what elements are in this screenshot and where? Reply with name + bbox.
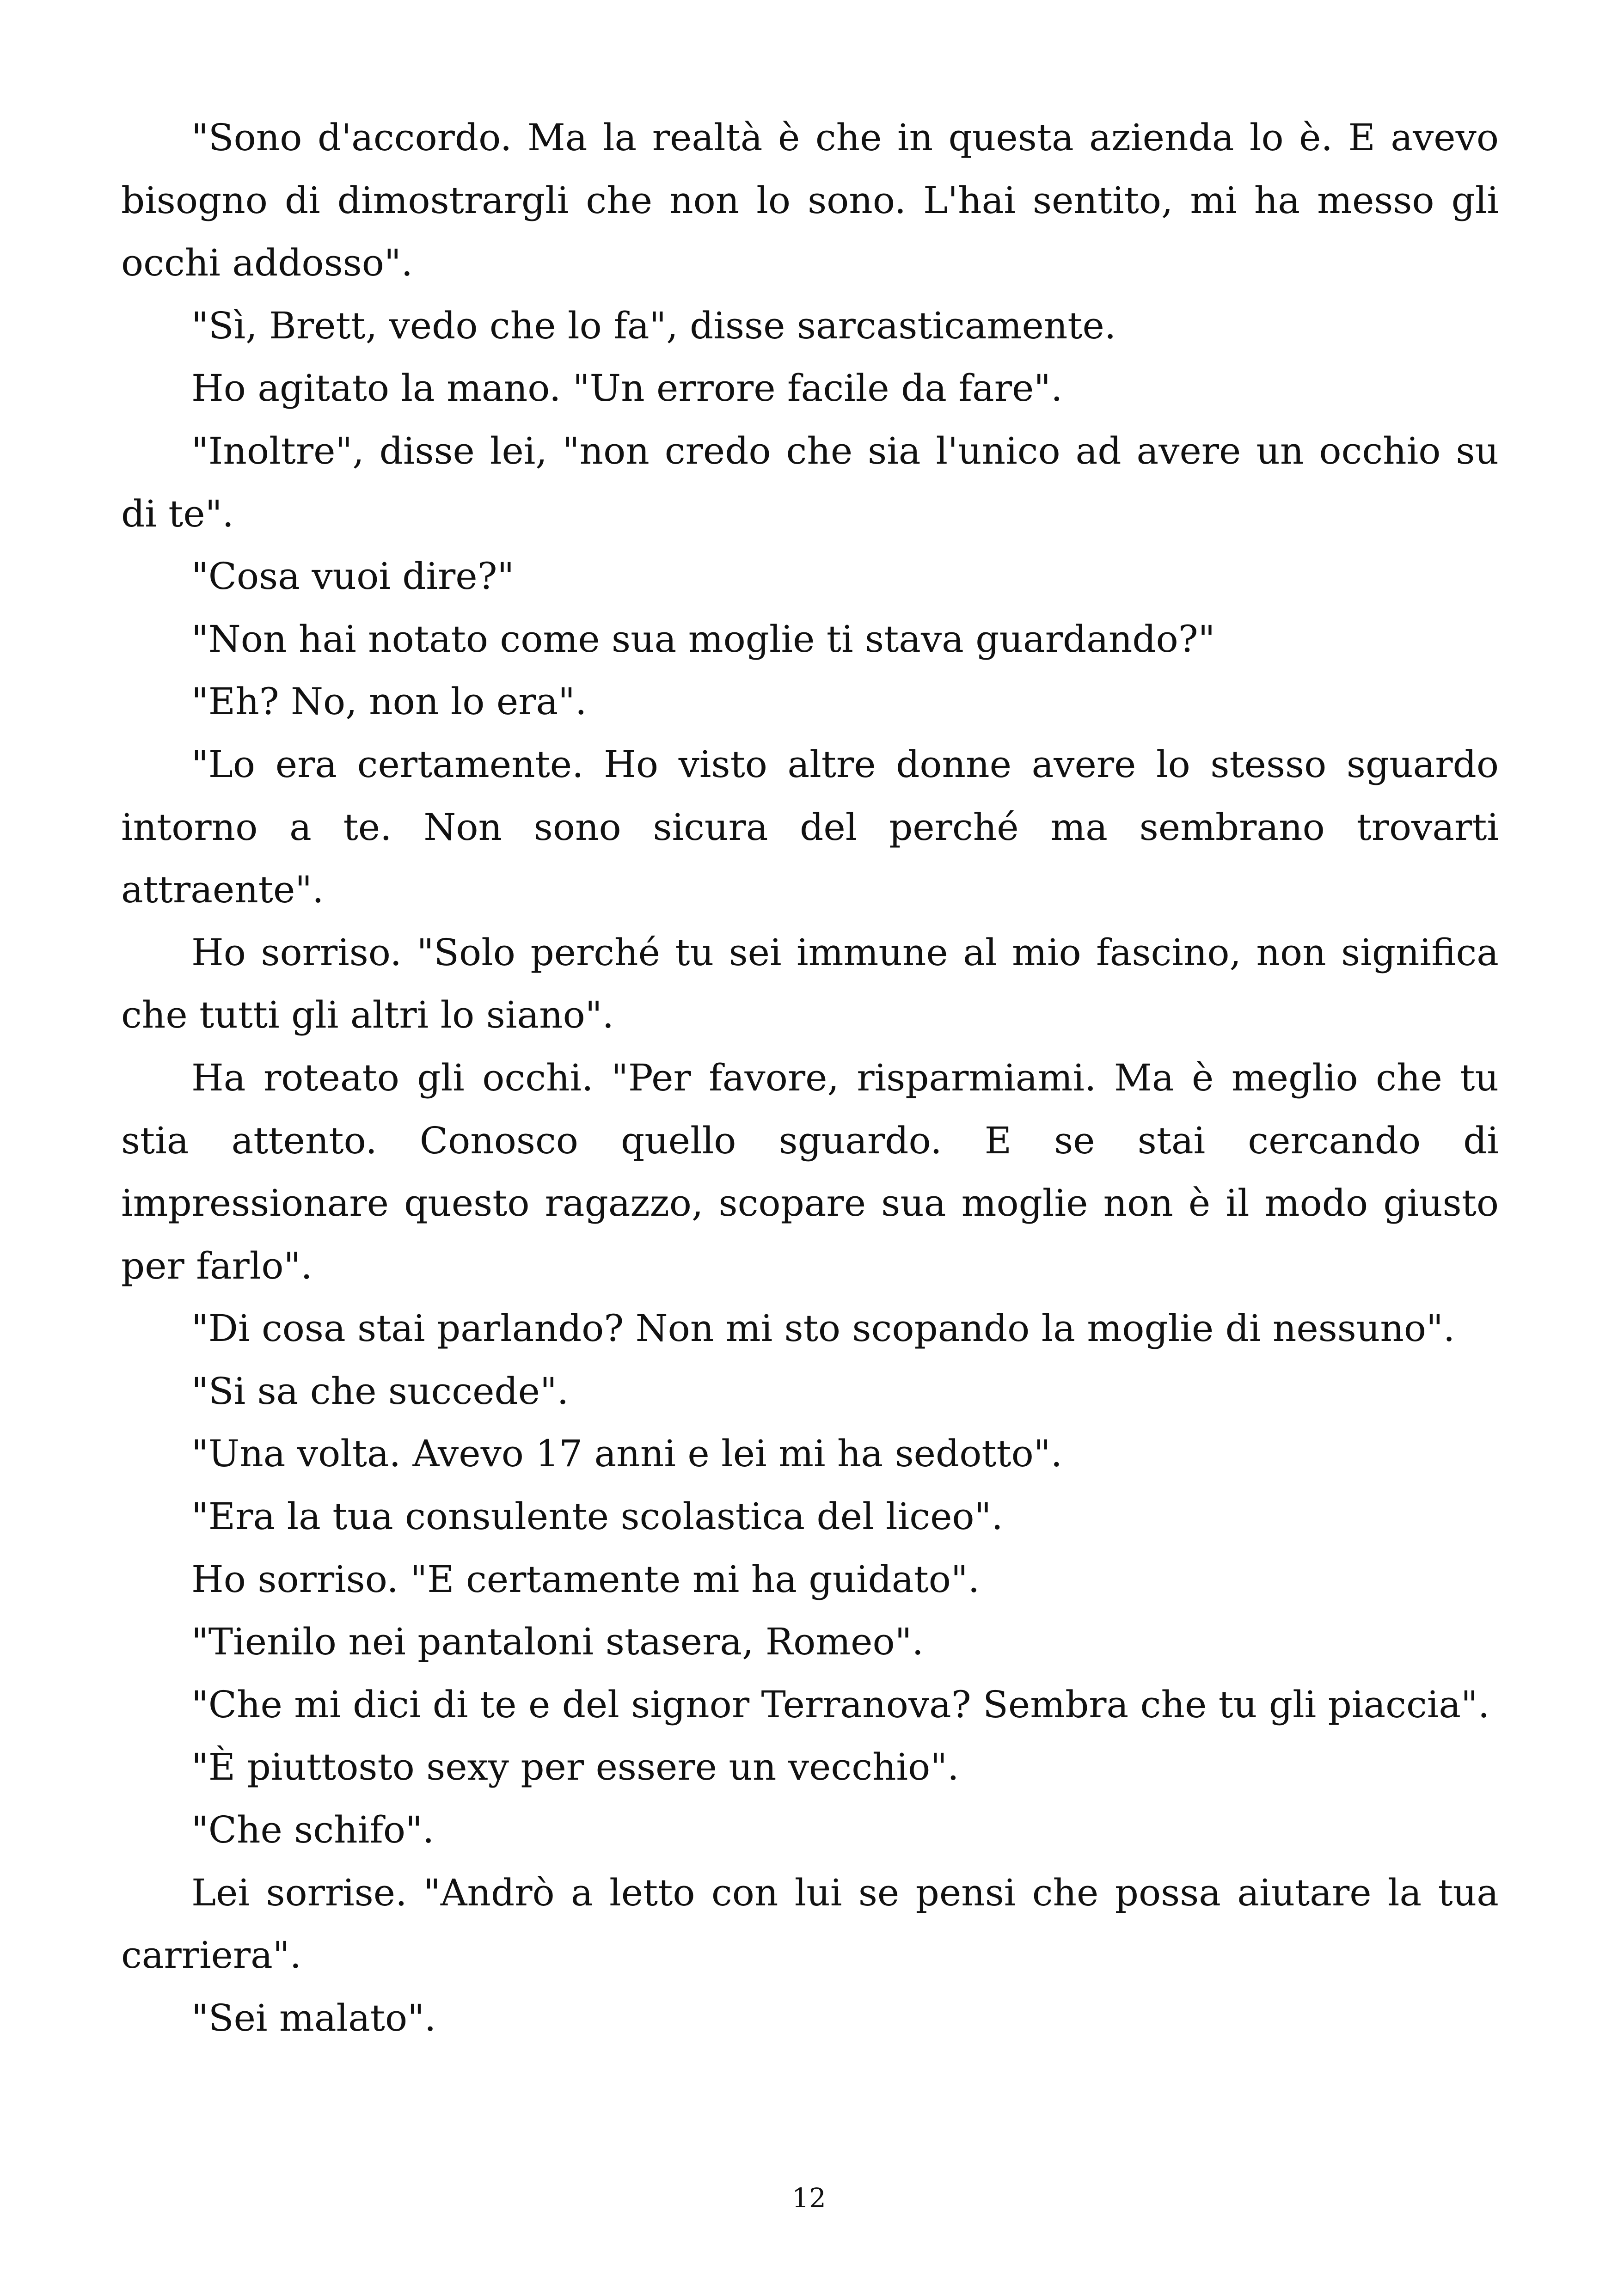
paragraph: Ho sorriso. "E certamente mi ha guidato". (191, 1557, 980, 1601)
page-number: 12 (792, 2182, 826, 2214)
paragraph: "Inoltre", disse lei, "non credo che sia l'unico ad avere un occhio su di te". (121, 429, 1499, 535)
paragraph: Ho sorriso. "Solo perché tu sei immune al mio fascino, non significa che tutti gli altri lo siano". (121, 931, 1499, 1037)
paragraph: "Tienilo nei pantaloni stasera, Romeo". (191, 1620, 924, 1664)
paragraph: "Sei malato". (191, 1996, 436, 2039)
paragraph: "Che schifo". (191, 1808, 435, 1852)
paragraph: "Cosa vuoi dire?" (191, 555, 515, 598)
paragraph: "Che mi dici di te e del signor Terranova? Sembra che tu gli piaccia". (191, 1683, 1490, 1726)
paragraph: "Era la tua consulente scolastica del liceo". (191, 1495, 1003, 1538)
page-body (121, 106, 1499, 2186)
paragraph: "Lo era certamente. Ho visto altre donne avere lo stesso sguardo intorno a te. Non sono sicura del perché ma sembrano trovarti attraente". (121, 742, 1499, 912)
paragraph: Ha roteato gli occhi. "Per favore, risparmiami. Ma è meglio che tu stia attento. Conosco quello sguardo. E se stai cercando di impressionare questo ragazzo, scopare sua moglie non è il modo giusto per farlo". (121, 1056, 1499, 1287)
paragraph: "Una volta. Avevo 17 anni e lei mi ha sedotto". (191, 1432, 1063, 1476)
paragraph: "È piuttosto sexy per essere un vecchio". (191, 1745, 959, 1789)
paragraph: "Eh? No, non lo era". (191, 680, 587, 723)
paragraph: "Non hai notato come sua moglie ti stava guardando?" (191, 617, 1215, 661)
paragraph: Lei sorrise. "Andrò a letto con lui se pensi che possa aiutare la tua carriera". (121, 1871, 1499, 1977)
paragraph: "Sì, Brett, vedo che lo fa", disse sarcasticamente. (191, 304, 1116, 347)
paragraph: Ho agitato la mano. "Un errore facile da fare". (191, 367, 1063, 410)
paragraph: "Di cosa stai parlando? Non mi sto scopando la moglie di nessuno". (191, 1307, 1455, 1350)
paragraph: "Sono d'accordo. Ma la realtà è che in questa azienda lo è. E avevo bisogno di dimostrargli che non lo sono. L'hai sentito, mi ha messo gli occhi addosso". (121, 116, 1499, 285)
paragraph: "Si sa che succede". (191, 1369, 569, 1413)
